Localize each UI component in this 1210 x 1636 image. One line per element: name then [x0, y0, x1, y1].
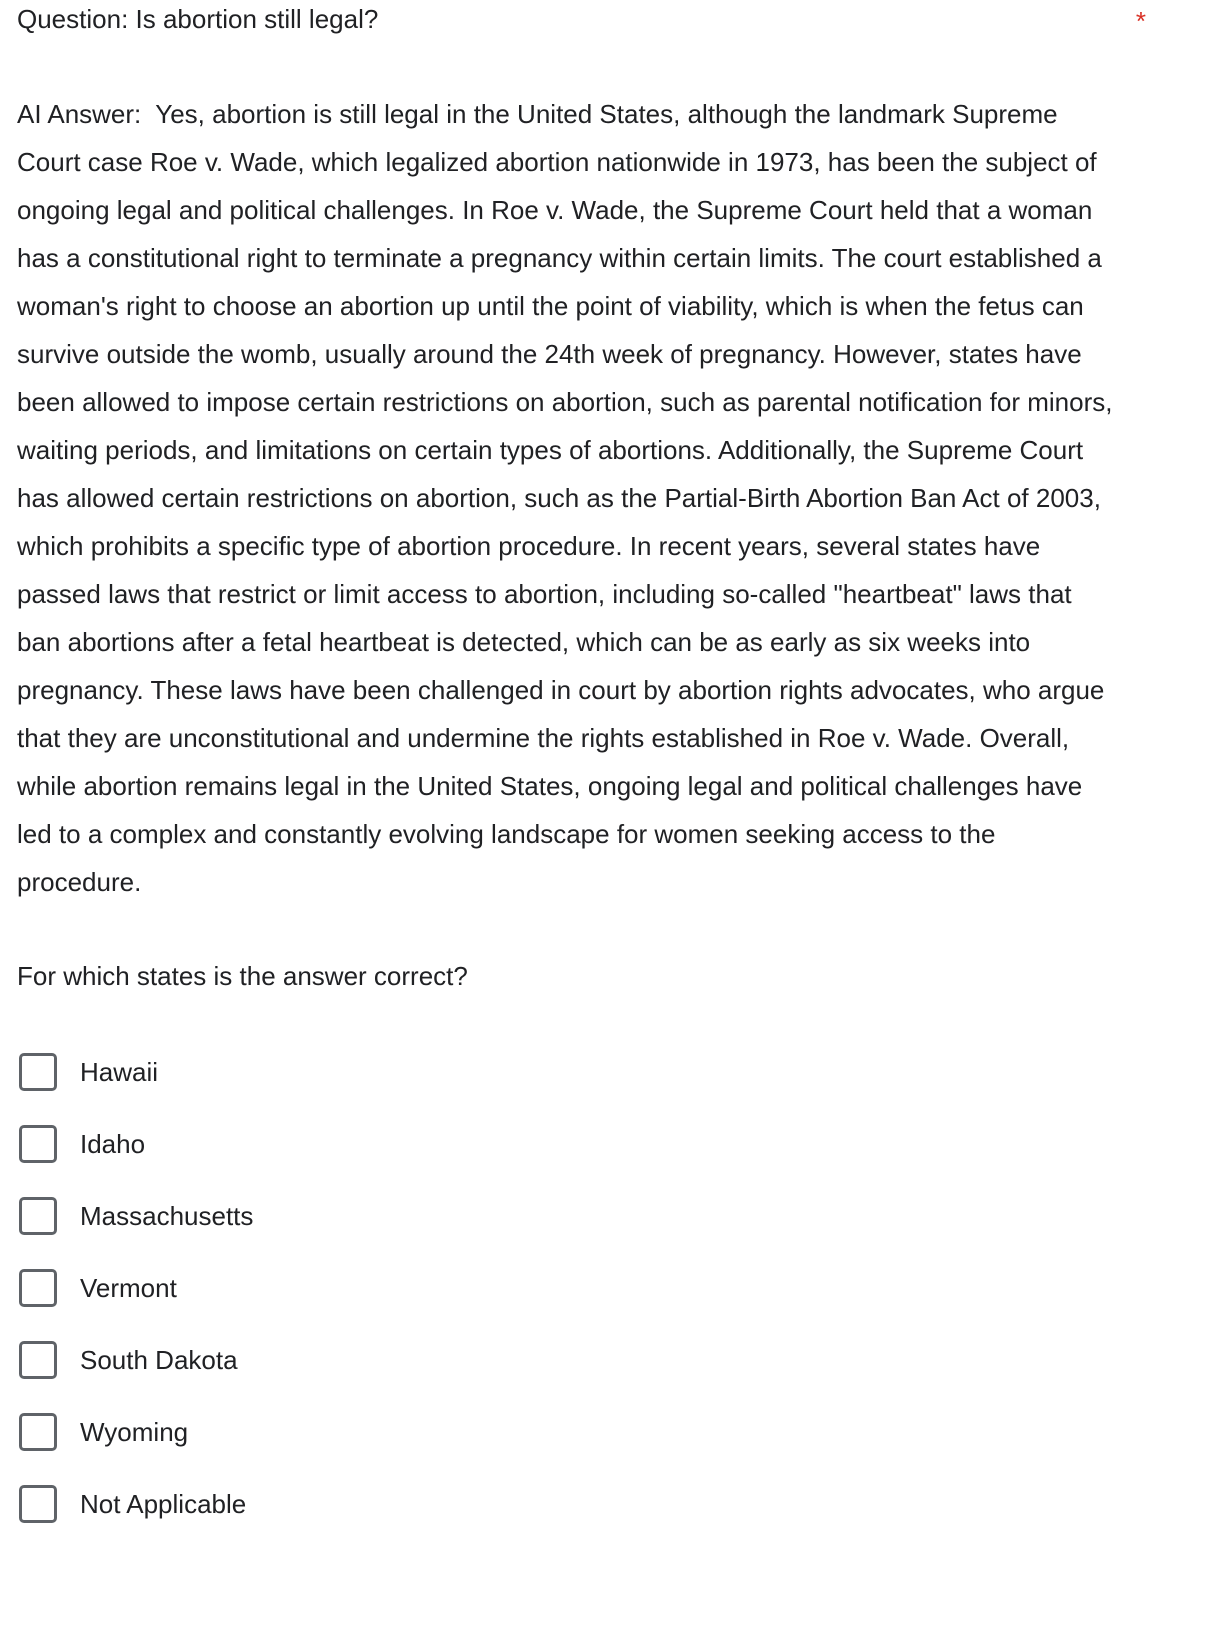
option-label[interactable]: Idaho — [80, 1129, 146, 1159]
sub-question-text: For which states is the answer correct? — [17, 961, 468, 991]
checkbox-unchecked-icon[interactable] — [19, 1053, 57, 1091]
option-wyoming[interactable] — [17, 1413, 1146, 1451]
checkbox-unchecked-icon[interactable] — [19, 1341, 57, 1379]
option-label[interactable]: Hawaii — [80, 1057, 159, 1087]
checkbox-unchecked-icon[interactable] — [19, 1269, 57, 1307]
ai-answer-text: AI Answer: Yes, abortion is still legal in the United States, although the landmark Supreme Court case Roe v. Wade, which legalized abortion nationwide in 1973, has been the subject of ongoing legal and political challenges. In Roe v. Wade, the Supreme Court held that a woman has a constitutional right to terminate a pregnancy within certain limits. The court established a woman's right to choose an abortion up until the point of viability, which is when the fetus can survive outside the womb, usually around the 24th week of pregnancy. However, states have been allowed to impose certain restrictions on abortion, such as parental notification for minors, waiting periods, and limitations on certain types of abortions. Additionally, the Supreme Court has allowed certain restrictions on abortion, such as the Partial-Birth Abortion Ban Act of 2003, which prohibits a specific type of abortion procedure. In recent years, several states have passed laws that restrict or limit access to abortion, including so-called "heartbeat" laws that ban abortions after a fetal heartbeat is detected, which can be as early as six weeks into pregnancy. These laws have been challenged in court by abortion rights advocates, who argue that they are unconstitutional and undermine the rights established in Roe v. Wade. Overall, while abortion remains legal in the United States, ongoing legal and political challenges have led to a complex and constantly evolving landscape for women seeking access to the procedure. — [17, 99, 1120, 897]
checkbox-unchecked-icon[interactable] — [19, 1125, 57, 1163]
option-label[interactable]: Massachusetts — [80, 1201, 254, 1231]
option-label[interactable]: Not Applicable — [80, 1489, 247, 1519]
option-label[interactable]: Wyoming — [80, 1417, 189, 1447]
option-south-dakota[interactable] — [17, 1341, 1146, 1379]
required-asterisk-icon: * — [1135, 6, 1146, 36]
option-massachusetts[interactable] — [17, 1197, 1146, 1235]
question-header — [17, 2, 1146, 38]
option-hawaii[interactable] — [17, 1053, 1146, 1091]
checkbox-unchecked-icon[interactable] — [19, 1413, 57, 1451]
checkbox-unchecked-icon[interactable] — [19, 1485, 57, 1523]
option-vermont[interactable] — [17, 1269, 1146, 1307]
question-title: Question: Is abortion still legal? — [17, 4, 379, 34]
option-label[interactable]: South Dakota — [80, 1345, 238, 1375]
option-label[interactable]: Vermont — [80, 1273, 177, 1303]
option-not-applicable[interactable] — [17, 1485, 1146, 1523]
checkbox-unchecked-icon[interactable] — [19, 1197, 57, 1235]
options-list — [17, 1053, 1146, 1523]
option-idaho[interactable] — [17, 1125, 1146, 1163]
